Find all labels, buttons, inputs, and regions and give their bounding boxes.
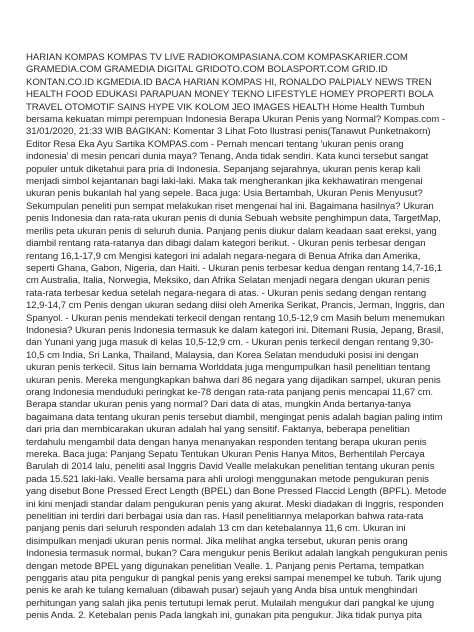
document-body-text: HARIAN KOMPAS KOMPAS TV LIVE RADIOKOMPASIANA.COM KOMPASKARIER.COM GRAMEDIA.COM GRAMEDIA DIGITAL GRIDOTO.COM BOLASPORT.COM GRID.ID KONTAN.CO.ID KGMEDIA.ID BACA HARIAN KOMPAS HI, RONALDO PALPIALY NEWS TREN HEALTH FOOD EDUKASI PARAPUAN MONEY TEKNO LIFESTYLE HOMEY PROPERTI BOLA TRAVEL OTOMOTIF SAINS HYPE VIK KOLOM JEO IMAGES HEALTH Home Health Tumbuh bersama kekuatan mimpi perempuan Indonesia Berapa Ukuran Penis yang Normal? Kompas.com - 31/01/2020, 21:33 WIB BAGIKAN: Komentar 3 Lihat Foto Ilustrasi penis(Tanawut Punketnakorn) Editor Resa Eka Ayu Sartika KOMPAS.com - Pernah mencari tentang 'ukuran penis orang indonesia' di mesin pencari dunia maya? Tenang, Anda tidak sendiri. Kata kunci tersebut sangat populer untuk diketahui para pria di Indonesia. Sepanjang sejarahnya, ukuran penis kerap kali menjadi simbol kejantanan bagi laki-laki. Maka tak mengherankan jika kekhawatiran mengenai ukuran penis bukanlah hal yang sepele. Baca juga: Usia Bertambah, Ukuran Penis Menyusut? Sekumpulan peneliti pun sempat melakukan riset mengenai hal ini. Bagaimana hasilnya? Ukuran penis Indonesia dan rata-rata ukuran penis di dunia Sebuah website penghimpun data, TargetMap, merilis peta ukuran penis di seluruh dunia. Panjang penis diukur dalam keadaan saat ereksi, yang diambil rentang rata-ratanya dan dibagi dalam kategori berikut. - Ukuran penis terbesar dengan rentang 16,1-17,9 cm Mengisi kategori ini adalah negara-negara di Benua Afrika dan Amerika, seperti Ghana, Gabon, Nigeria, dan Haiti. - Ukuran penis terbesar kedua dengan rentang 14,7-16,1 cm Australia, Italia, Norwegia, Meksiko, dan Afrika Selatan menjadi negara dengan ukuran penis rata-rata terbesar kedua setelah negara-negara di atas. - Ukuran penis sedang dengan rentang 12,9-14,7 cm Penis dengan ukuran sedang diisi oleh Amerika Serikat, Prancis, Jerman, Inggris, dan Spanyol. - Ukuran penis mendekati terkecil dengan rentang 10,5-12,9 cm Masih belum menemukan Indonesia? Ukuran penis Indonesia termasuk ke dalam kategori ini. Ditemani Rusia, Jepang, Brasil, dan Yunani yang juga masuk di kelas 10,5-12,9 cm. - Ukuran penis terkecil dengan rentang 9,30-10,5 cm India, Sri Lanka, Thailand, Malaysia, dan Korea Selatan menduduki posisi ini dengan ukuran penis terkecil. Situs lain bernama Worlddata juga mengumpulkan hasil penelitian tentang ukuran penis. Mereka mengungkapkan bahwa dari 86 negara yang dijadikan sampel, ukuran penis orang Indonesia menduduki peringkat ke-78 dengan rata-rata panjang penis mencapai 11,67 cm. Berapa standar ukuran penis yang normal? Dari data di atas, mungkin Anda bertanya-tanya bagaimana data tentang ukuran penis tersebut diambil, mengingat penis adalah bagian paling intim dari pria dan membicarakan ukuran adalah hal yang sensitif. Faktanya, beberapa penelitian terdahulu mengambil data dengan hanya menanyakan responden tentang berapa ukuran penis mereka. Baca juga: Panjang Sepatu Tentukan Ukuran Penis Hanya Mitos, Berhentilah Percaya Barulah di 2014 lalu, peneliti asal Inggris David Vealle melakukan penelitian tentang ukuran penis pada 15.521 laki-laki. Vealle bersama para ahli urologi menggunakan metode pengukuran penis yang disebut Bone Pressed Erect Length (BPEL) dan Bone Pressed Flaccid Length (BPFL). Metode ini kini menjadi standar dalam pengukuran penis yang akurat. Meski diadakan di Inggris, responden penelitian ini terdiri dari berbagai usia dan ras. Hasil penelitiannya melaporkan bahwa rata-rata panjang penis dari seluruh responden adalah 13 cm dan ketebalannya 11,6 cm. Ukuran ini disimpulkan menjadi ukuran penis normal. Jika melihat angka tersebut, ukuran penis orang Indonesia termasuk normal, bukan? Cara mengukur penis Berikut adalah langkah pengukuran penis dengan metode BPEL yang digunakan penelitian Vealle. 1. Panjang penis Pertama, tempatkan penggaris atau pita pengukur di pangkal penis yang ereksi sampai menempel ke tubuh. Tarik ujung penis ke arah ke tulang kemaluan (dibawah pusar) sejauh yang Anda bisa untuk menghindari perhitungan yang salah jika penis tertutupi lemak perut. Mulailah mengukur dari pangkal ke ujung penis Anda. 2. Ketebalan penis Pada langkah ini, gunakan pita pengukur. Jika tidak punya pita xyxy=(26,52,448,622)
